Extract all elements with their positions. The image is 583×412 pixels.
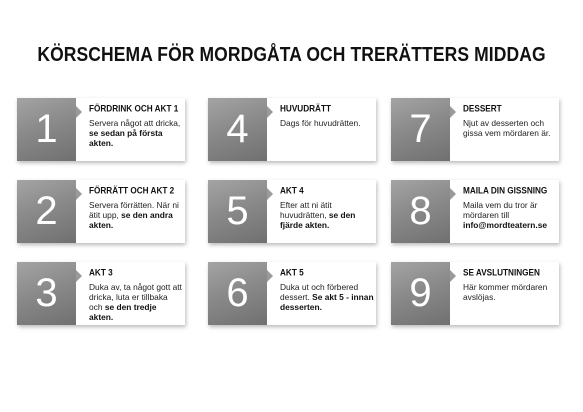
step-heading: AKT 4 bbox=[280, 186, 304, 196]
step-heading: AKT 3 bbox=[89, 268, 113, 278]
step-card-2 bbox=[17, 180, 185, 243]
step-text-bold: Se akt 5 - innan desserten. bbox=[280, 292, 374, 312]
step-text: Duka ut och förbered dessert. Se akt 5 - innan desserten. bbox=[280, 282, 374, 312]
step-card-4 bbox=[208, 98, 376, 161]
step-card-1 bbox=[17, 98, 185, 161]
step-number: 2 bbox=[17, 180, 76, 243]
page-title: KÖRSCHEMA FÖR MORDGÅTA OCH TRERÄTTERS MIDDAG bbox=[37, 42, 546, 66]
step-card-3 bbox=[17, 262, 185, 325]
step-card-9 bbox=[391, 262, 559, 325]
step-text: Här kommer mördaren avslöjas. bbox=[463, 282, 548, 302]
step-text-bold: se sedan på första akten. bbox=[89, 128, 163, 148]
step-number: 5 bbox=[208, 180, 267, 243]
step-heading: DESSERT bbox=[463, 104, 502, 114]
step-heading: FÖRDRINK OCH AKT 1 bbox=[89, 104, 179, 114]
step-number: 1 bbox=[17, 98, 76, 161]
step-heading: HUVUDRÄTT bbox=[280, 104, 331, 114]
step-text: Njut av desserten och gissa vem mördaren är. bbox=[463, 118, 551, 138]
email-link[interactable]: info@mordteatern.se bbox=[463, 220, 548, 230]
step-text: Servera förrätten. När ni ätit upp, se den andra akten. bbox=[89, 200, 179, 230]
step-text-bold: se den andra akten. bbox=[89, 210, 173, 230]
step-text-bold: se den tredje akten. bbox=[89, 302, 157, 322]
step-number: 3 bbox=[17, 262, 76, 325]
step-heading: FÖRRÄTT OCH AKT 2 bbox=[89, 186, 175, 196]
step-card-5 bbox=[208, 180, 376, 243]
step-text: Dags för huvudrätten. bbox=[280, 118, 361, 128]
step-number: 9 bbox=[391, 262, 450, 325]
step-text-bold: se den fjärde akten. bbox=[280, 210, 356, 230]
step-heading: MAILA DIN GISSNING bbox=[463, 186, 548, 196]
step-number: 6 bbox=[208, 262, 267, 325]
step-number: 7 bbox=[391, 98, 450, 161]
step-card-7 bbox=[391, 98, 559, 161]
step-card-8 bbox=[391, 180, 559, 243]
step-card-6 bbox=[208, 262, 376, 325]
step-heading: SE AVSLUTNINGEN bbox=[463, 268, 540, 278]
step-text: Servera något att dricka, se sedan på första akten. bbox=[89, 118, 181, 148]
step-number: 8 bbox=[391, 180, 450, 243]
step-heading: AKT 5 bbox=[280, 268, 304, 278]
step-number: 4 bbox=[208, 98, 267, 161]
step-text: Maila vem du tror är mördaren till info@mordteatern.se bbox=[463, 200, 548, 230]
step-text: Duka av, ta något gott att dricka, luta er tillbaka och se den tredje akten. bbox=[89, 282, 182, 322]
step-text: Efter att ni ätit huvudrätten, se den fjärde akten. bbox=[280, 200, 356, 230]
